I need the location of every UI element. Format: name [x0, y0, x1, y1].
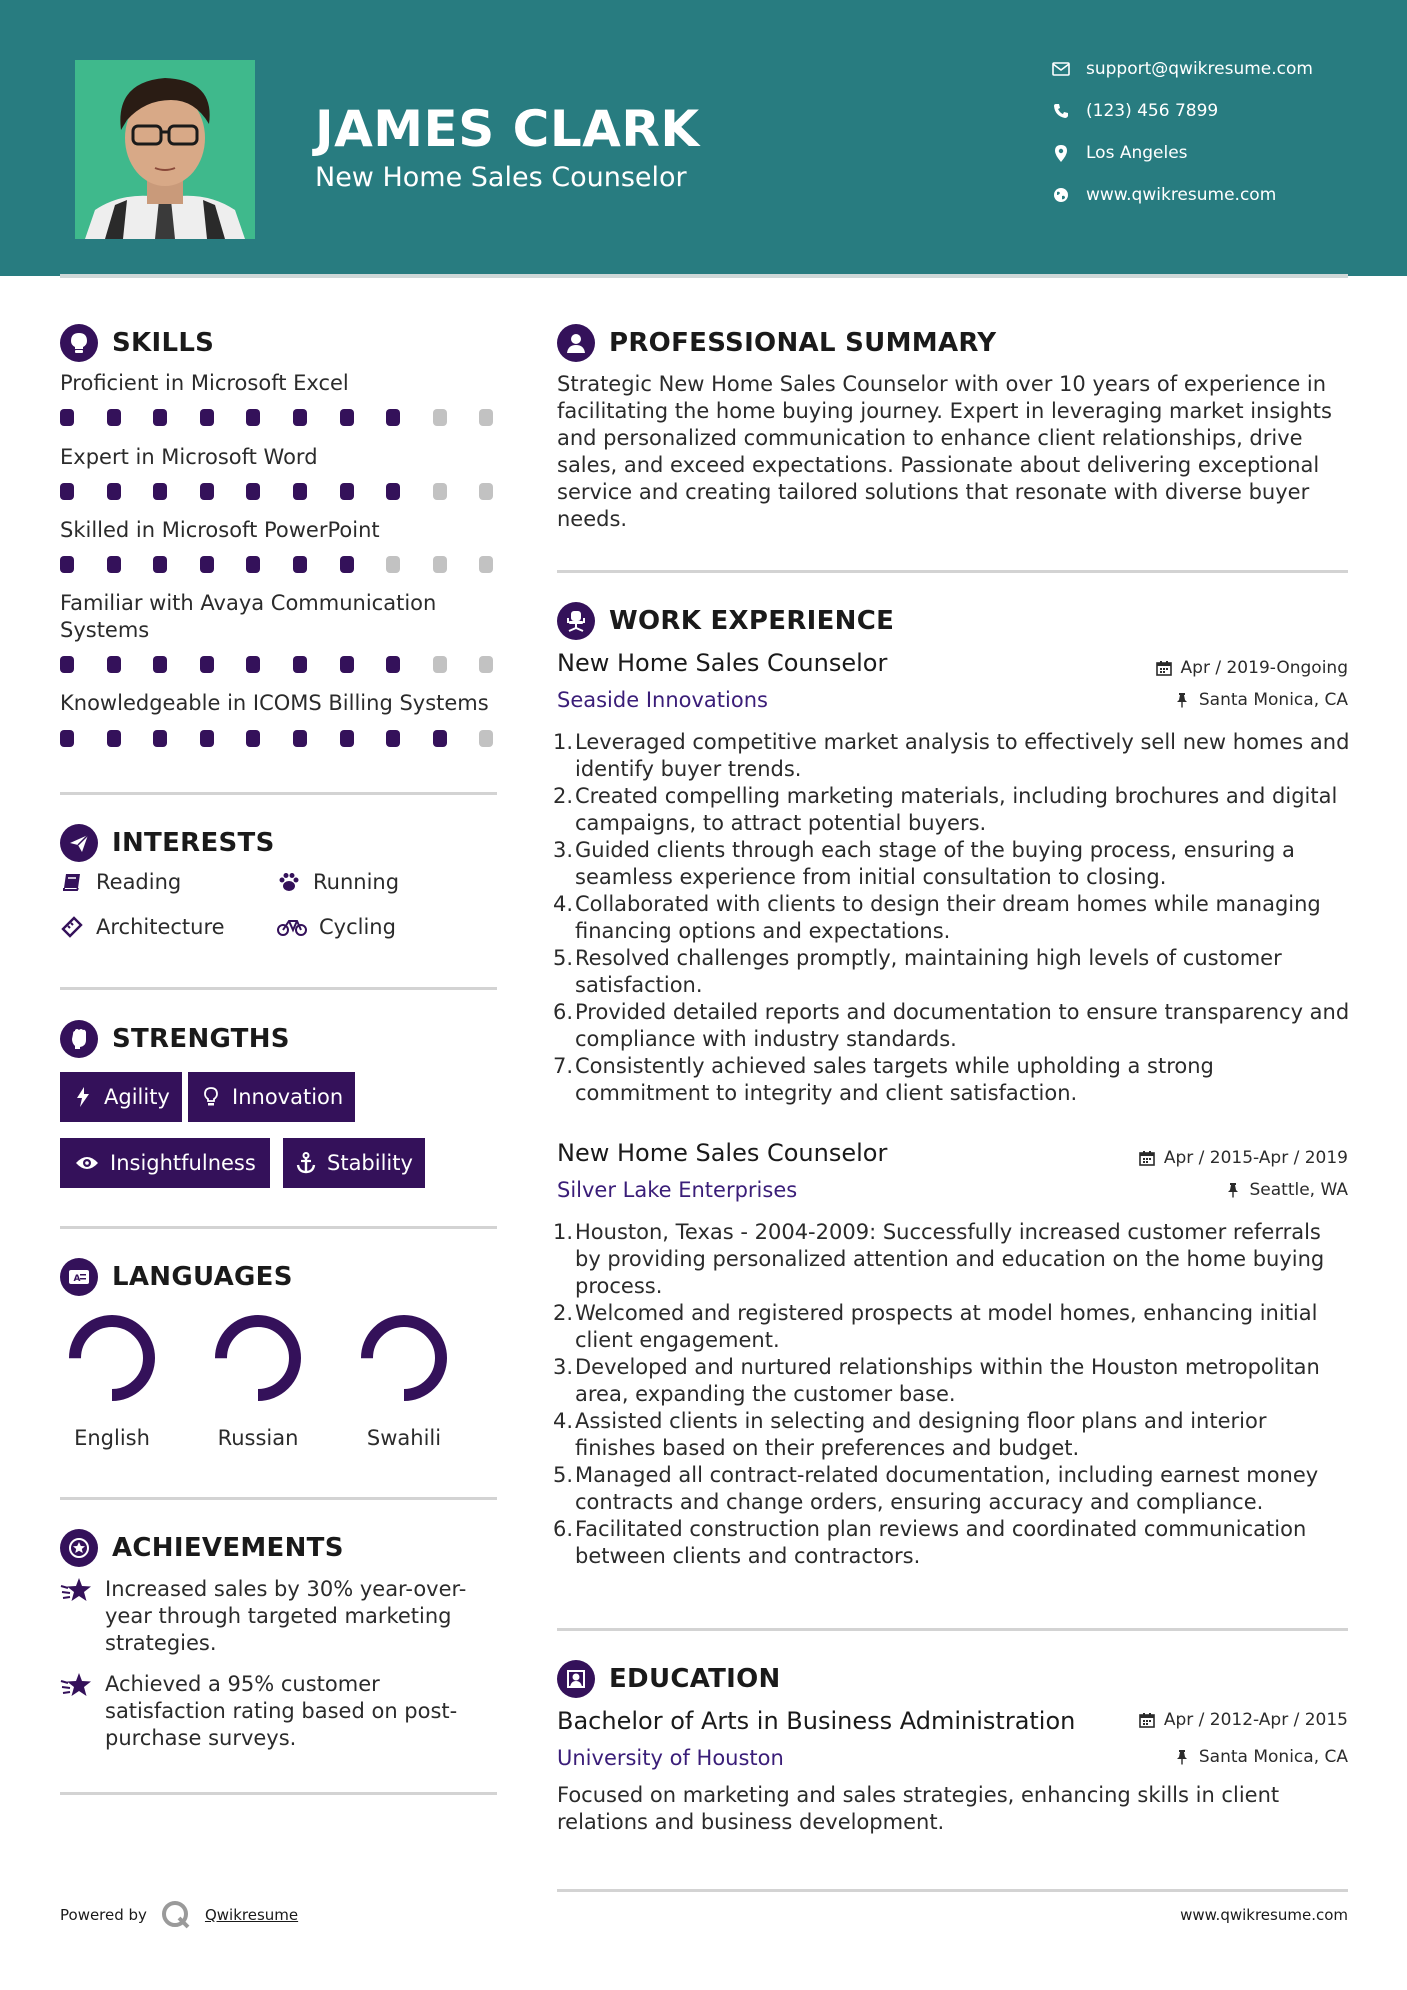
education-location	[1173, 1747, 1348, 1767]
rating-dot-filled	[340, 483, 354, 500]
rating-dot-filled	[153, 483, 167, 500]
office-chair-icon	[557, 602, 595, 640]
rating-dot-empty	[433, 483, 447, 500]
summary-text: Strategic New Home Sales Counselor with over 10 years of experience in facilitating the home buying journey. Expert in leveraging market insights and personalized communication to enhance client relationships, drive sales, and exceed expectations. Passionate about delivering exceptional service and creating tailored solutions that resonate with diverse buyer needs.	[557, 372, 1332, 531]
job-dates	[1138, 1148, 1348, 1168]
education-heading	[557, 1660, 781, 1698]
candidate-title: New Home Sales Counselor	[315, 162, 687, 193]
bullet-text: Facilitated construction plan reviews and coordinated communication between clients and contractors.	[575, 1517, 1307, 1568]
language-label: Russian	[217, 1426, 299, 1450]
bullet-number: 2.	[553, 784, 574, 808]
rating-dot-filled	[60, 409, 74, 426]
education-dates-text: Apr / 2012-Apr / 2015	[1163, 1710, 1348, 1730]
bullet-number: 5.	[553, 946, 574, 970]
bullet-number: 3.	[553, 838, 574, 862]
skill-label: Knowledgeable in ICOMS Billing Systems	[60, 691, 489, 715]
interest-running	[277, 870, 399, 894]
achievements-heading	[60, 1529, 344, 1567]
strength-label: Insightfulness	[110, 1151, 256, 1175]
rating-dot-filled	[200, 556, 214, 573]
rating-dot-filled	[293, 556, 307, 573]
rating-dot-filled	[386, 409, 400, 426]
divider	[60, 987, 497, 990]
rating-dot-filled	[433, 730, 447, 747]
skills-title: SKILLS	[112, 328, 215, 358]
rating-dot-filled	[246, 409, 260, 426]
interest-label: Cycling	[319, 915, 396, 939]
rating-dot-empty	[479, 483, 493, 500]
bullet-number: 7.	[553, 1054, 574, 1078]
rating-dot-empty	[386, 556, 400, 573]
rating-dot-filled	[340, 656, 354, 673]
ruler-pencil-icon	[60, 915, 84, 939]
job-location-text: Santa Monica, CA	[1198, 690, 1348, 710]
bullet-text: Developed and nurtured relationships within the Houston metropolitan area, expanding the customer base.	[575, 1355, 1320, 1406]
paw-icon	[277, 870, 301, 894]
languages-title: LANGUAGES	[112, 1262, 293, 1292]
rating-dot-filled	[386, 656, 400, 673]
job-bullet-list	[553, 1219, 1352, 1570]
education-description: Focused on marketing and sales strategies, enhancing skills in client relations and business development.	[557, 1783, 1280, 1834]
language-ring	[354, 1308, 454, 1408]
skill-label: Expert in Microsoft Word	[60, 445, 318, 469]
rating-dot-filled	[107, 556, 121, 573]
bullet-text: Resolved challenges promptly, maintaining high levels of customer satisfaction.	[575, 946, 1282, 997]
rating-dot-filled	[293, 656, 307, 673]
divider	[60, 1497, 497, 1500]
strength-label: Stability	[327, 1151, 413, 1175]
strength-tag-insightfulness	[60, 1138, 270, 1188]
rating-dot-filled	[246, 483, 260, 500]
degree-title: Bachelor of Arts in Business Administration	[557, 1707, 1076, 1735]
rating-dot-empty	[479, 409, 493, 426]
user-icon	[557, 324, 595, 362]
rating-dot-filled	[200, 730, 214, 747]
job-bullet	[553, 945, 1352, 999]
rating-dot-filled	[153, 409, 167, 426]
job-bullet	[553, 891, 1352, 945]
interests-title: INTERESTS	[112, 828, 275, 858]
job-bullet	[553, 837, 1352, 891]
rating-dot-filled	[107, 656, 121, 673]
job-dates-text: Apr / 2015-Apr / 2019	[1163, 1148, 1348, 1168]
contact-email[interactable]	[1050, 56, 1313, 82]
footer-url[interactable]: www.qwikresume.com	[1180, 1906, 1348, 1924]
job-bullet	[553, 1408, 1352, 1462]
rating-dot-empty	[433, 409, 447, 426]
language-progress-arc	[221, 1321, 295, 1395]
svg-text:A: A	[73, 1274, 81, 1284]
calendar-icon	[1138, 1711, 1156, 1729]
rating-dot-filled	[200, 656, 214, 673]
skill-rating	[60, 656, 526, 673]
rating-dot-filled	[153, 656, 167, 673]
rating-dot-filled	[246, 730, 260, 747]
contact-location-text: Los Angeles	[1086, 143, 1188, 163]
job-bullet	[553, 1219, 1352, 1300]
rating-dot-empty	[479, 556, 493, 573]
interest-reading	[60, 870, 181, 894]
footer-powered-by	[60, 1900, 298, 1930]
language-ring	[208, 1308, 308, 1408]
summary-heading	[557, 324, 996, 362]
powered-by-text: Powered by	[60, 1906, 147, 1924]
rating-dot-empty	[433, 656, 447, 673]
summary-title: PROFESSIONAL SUMMARY	[609, 328, 997, 358]
rating-dot-filled	[340, 730, 354, 747]
bullet-text: Consistently achieved sales targets while upholding a strong commitment to integrity and client satisfaction.	[575, 1054, 1214, 1105]
language-ring	[62, 1308, 162, 1408]
rating-dot-filled	[200, 483, 214, 500]
contact-website-text: www.qwikresume.com	[1086, 185, 1277, 205]
rating-dot-filled	[60, 483, 74, 500]
skills-heading	[60, 324, 214, 362]
rating-dot-empty	[433, 556, 447, 573]
divider	[60, 1792, 497, 1795]
job-bullet	[553, 999, 1352, 1053]
qwikresume-logo-icon	[161, 1900, 191, 1930]
rating-dot-filled	[153, 556, 167, 573]
lightbulb-icon	[60, 324, 98, 362]
job-title: New Home Sales Counselor	[557, 649, 888, 677]
rating-dot-filled	[246, 656, 260, 673]
rating-dot-filled	[386, 483, 400, 500]
achievements-title: ACHIEVEMENTS	[112, 1533, 344, 1563]
candidate-name: JAMES CLARK	[315, 100, 700, 158]
job-bullet	[553, 729, 1352, 783]
achievement-item	[60, 1671, 500, 1752]
contact-location	[1050, 140, 1188, 166]
rating-dot-empty	[479, 656, 493, 673]
profile-photo	[75, 60, 255, 239]
bullet-text: Guided clients through each stage of the buying process, ensuring a seamless experience from initial consultation to closing.	[575, 838, 1295, 889]
interests-heading	[60, 824, 275, 862]
rating-dot-filled	[60, 730, 74, 747]
bullet-number: 3.	[553, 1355, 574, 1379]
rating-dot-empty	[479, 730, 493, 747]
location-pin-icon	[1050, 142, 1072, 164]
calendar-icon	[1155, 659, 1173, 677]
job-bullet	[553, 783, 1352, 837]
interest-label: Reading	[96, 870, 182, 894]
rating-dot-filled	[340, 556, 354, 573]
strength-label: Agility	[104, 1085, 170, 1109]
pushpin-icon	[1224, 1181, 1242, 1199]
anchor-icon	[295, 1152, 317, 1174]
languages-heading	[60, 1258, 293, 1296]
phone-icon	[1050, 100, 1072, 122]
skill-rating	[60, 483, 526, 500]
language-label: English	[74, 1426, 150, 1450]
bullet-text: Created compelling marketing materials, including brochures and digital campaigns, to attract potential buyers.	[575, 784, 1338, 835]
rating-dot-filled	[293, 409, 307, 426]
bullet-number: 2.	[553, 1301, 574, 1325]
interest-label: Running	[313, 870, 400, 894]
bullet-number: 4.	[553, 892, 574, 916]
experience-heading	[557, 602, 894, 640]
interest-cycling	[277, 915, 396, 939]
book-icon	[60, 870, 84, 894]
job-bullet	[553, 1053, 1352, 1107]
bullet-text: Leveraged competitive market analysis to effectively sell new homes and identify buyer trends.	[575, 730, 1350, 781]
contact-phone[interactable]	[1050, 98, 1218, 124]
skill-label: Familiar with Avaya Communication Systems	[60, 591, 437, 642]
pushpin-icon	[1173, 1748, 1191, 1766]
rating-dot-filled	[200, 409, 214, 426]
header-underline	[60, 274, 1348, 278]
bullet-text: Assisted clients in selecting and designing floor plans and interior finishes based on their preferences and budget.	[575, 1409, 1267, 1460]
star-badge-icon	[60, 1529, 98, 1567]
bullet-number: 6.	[553, 1000, 574, 1024]
rating-dot-filled	[340, 409, 354, 426]
experience-title: WORK EXPERIENCE	[609, 606, 895, 636]
bullet-text: Managed all contract-related documentation, including earnest money contracts and change orders, ensuring accuracy and compliance.	[575, 1463, 1319, 1514]
bullet-text: Welcomed and registered prospects at model homes, enhancing initial client engagement.	[575, 1301, 1318, 1352]
job-location	[1224, 1180, 1349, 1200]
shooting-star-icon	[60, 1576, 92, 1606]
rating-dot-filled	[386, 730, 400, 747]
strength-tag-innovation	[188, 1072, 355, 1122]
bullet-text: Provided detailed reports and documentation to ensure transparency and compliance with industry standards.	[575, 1000, 1350, 1051]
achievement-text: Increased sales by 30% year-over-year through targeted marketing strategies.	[105, 1577, 467, 1655]
rating-dot-filled	[107, 409, 121, 426]
skill-label: Proficient in Microsoft Excel	[60, 371, 349, 395]
skill-rating	[60, 730, 526, 747]
rating-dot-filled	[293, 483, 307, 500]
divider	[60, 1226, 497, 1229]
language-progress-arc	[75, 1321, 149, 1395]
contact-phone-text: (123) 456 7899	[1086, 101, 1219, 121]
school-name: University of Houston	[557, 1746, 784, 1770]
fist-icon	[60, 1020, 98, 1058]
rating-dot-filled	[107, 483, 121, 500]
education-dates	[1138, 1710, 1348, 1730]
rating-dot-filled	[107, 730, 121, 747]
bicycle-icon	[277, 915, 307, 939]
job-bullet	[553, 1462, 1352, 1516]
interest-architecture	[60, 915, 225, 939]
contact-email-text: support@qwikresume.com	[1086, 59, 1313, 79]
language-progress-arc	[367, 1321, 441, 1395]
job-company: Seaside Innovations	[557, 688, 768, 712]
skill-rating	[60, 556, 526, 573]
bullet-text: Houston, Texas - 2004-2009: Successfully increased customer referrals by providing personalized attention and education on the home buying process.	[575, 1220, 1325, 1298]
bullet-number: 1.	[553, 730, 574, 754]
divider	[557, 570, 1348, 573]
strength-tag-stability	[283, 1138, 425, 1188]
job-title: New Home Sales Counselor	[557, 1139, 888, 1167]
job-dates	[1155, 658, 1348, 678]
job-dates-text: Apr / 2019-Ongoing	[1180, 658, 1348, 678]
rating-dot-filled	[153, 730, 167, 747]
lightbulb-icon	[200, 1086, 222, 1108]
bullet-text: Collaborated with clients to design their dream homes while managing financing options and expectations.	[575, 892, 1321, 943]
mail-icon	[1050, 58, 1072, 80]
divider	[60, 792, 497, 795]
globe-icon	[1050, 184, 1072, 206]
strengths-heading	[60, 1020, 290, 1058]
strength-label: Innovation	[232, 1085, 344, 1109]
skill-rating	[60, 409, 526, 426]
rating-dot-filled	[246, 556, 260, 573]
education-location-text: Santa Monica, CA	[1198, 1747, 1348, 1767]
eye-icon	[74, 1152, 100, 1174]
job-bullet	[553, 1354, 1352, 1408]
language-icon	[60, 1258, 98, 1296]
graduate-icon	[557, 1660, 595, 1698]
qwikresume-link[interactable]: Qwikresume	[204, 1906, 299, 1924]
job-bullet	[553, 1300, 1352, 1354]
divider	[557, 1889, 1348, 1892]
strength-tag-agility	[60, 1072, 182, 1122]
divider	[557, 1628, 1348, 1631]
bullet-number: 6.	[553, 1517, 574, 1541]
skill-label: Skilled in Microsoft PowerPoint	[60, 518, 380, 542]
bullet-number: 4.	[553, 1409, 574, 1433]
shooting-star-icon	[60, 1671, 92, 1701]
pushpin-icon	[1173, 691, 1191, 709]
rating-dot-filled	[293, 730, 307, 747]
job-bullet	[553, 1516, 1352, 1570]
achievement-text: Achieved a 95% customer satisfaction rating based on post-purchase surveys.	[105, 1672, 458, 1750]
education-title: EDUCATION	[609, 1664, 781, 1694]
job-company: Silver Lake Enterprises	[557, 1178, 798, 1202]
job-location	[1173, 690, 1348, 710]
job-location-text: Seattle, WA	[1249, 1180, 1348, 1200]
bolt-icon	[72, 1086, 94, 1108]
interest-label: Architecture	[96, 915, 225, 939]
calendar-icon	[1138, 1149, 1156, 1167]
strengths-title: STRENGTHS	[112, 1024, 290, 1054]
bullet-number: 5.	[553, 1463, 574, 1487]
language-label: Swahili	[366, 1426, 442, 1450]
bullet-number: 1.	[553, 1220, 574, 1244]
rating-dot-filled	[60, 656, 74, 673]
paper-plane-icon	[60, 824, 98, 862]
job-bullet-list	[553, 729, 1352, 1107]
contact-website[interactable]	[1050, 182, 1276, 208]
rating-dot-filled	[60, 556, 74, 573]
achievement-item	[60, 1576, 500, 1657]
